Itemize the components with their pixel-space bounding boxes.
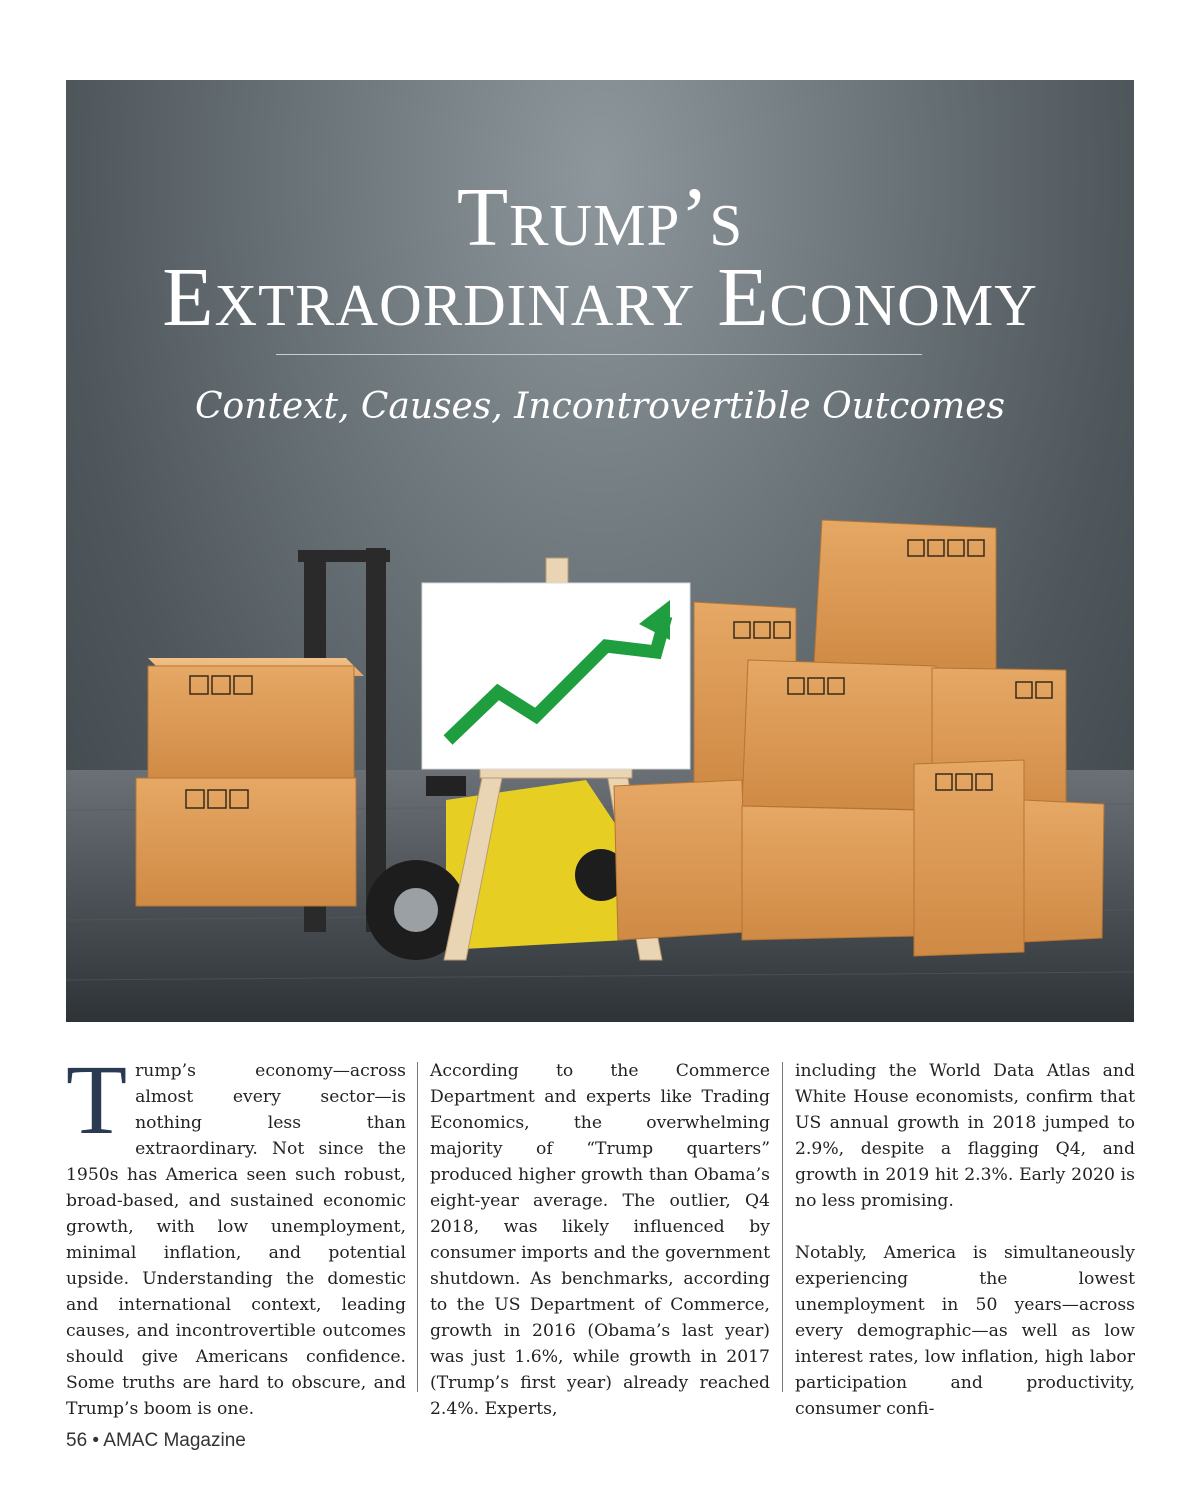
paragraph: including the World Data Atlas and White House economists, confirm that US annual growth in 2018 jumped to 2.9%, despite a flagging Q4, and growth in 2019 hit 2.3%. Early 2020 is no less promising. — [795, 1061, 1135, 1211]
article-title-line-1: Trump’s — [456, 171, 744, 264]
article-title-line-2: Extraordinary Economy — [162, 251, 1038, 344]
article-column-1 — [66, 1044, 406, 1422]
page-footer: 56 • AMAC Magazine — [66, 1430, 246, 1451]
column-divider — [417, 1062, 418, 1392]
title-divider — [276, 354, 922, 355]
hero-image — [66, 80, 1134, 1022]
paragraph — [66, 1044, 406, 1422]
paragraph-text: rump’s economy—across almost every sector—is nothing less than extraordinary. Not since the 1950s has America seen such robust, broad-based, and sustained economic growth, with low unemployment, minimal inflation, and potential upside. Understanding the domestic and international context, leading causes, and incontrovertible outcomes should give Americans confidence. Some truths are hard to obscure, and Trump’s boom is one. — [66, 1061, 406, 1419]
drop-cap: T — [66, 1044, 128, 1155]
article-column-2 — [430, 1058, 770, 1422]
paragraph: According to the Commerce Department and experts like Trading Economics, the overwhelming majority of “Trump quarters” produced higher growth than Obama’s eight-year average. The outlier, Q4 2018, was likely influenced by consumer imports and the government shutdown. As benchmarks, according to the US Department of Commerce, growth in 2016 (Obama’s last year) was just 1.6%, while growth in 2017 (Trump’s first year) already reached 2.4%. Experts, — [430, 1061, 770, 1419]
column-divider — [782, 1062, 783, 1392]
article-column-3 — [795, 1058, 1135, 1422]
article-subtitle: Context, Causes, Incontrovertible Outcomes — [195, 386, 1005, 427]
paragraph: Notably, America is simultaneously experiencing the lowest unemployment in 50 years—across every demographic—as well as low interest rates, low inflation, high labor participation and productivity, consumer confi- — [795, 1243, 1135, 1419]
